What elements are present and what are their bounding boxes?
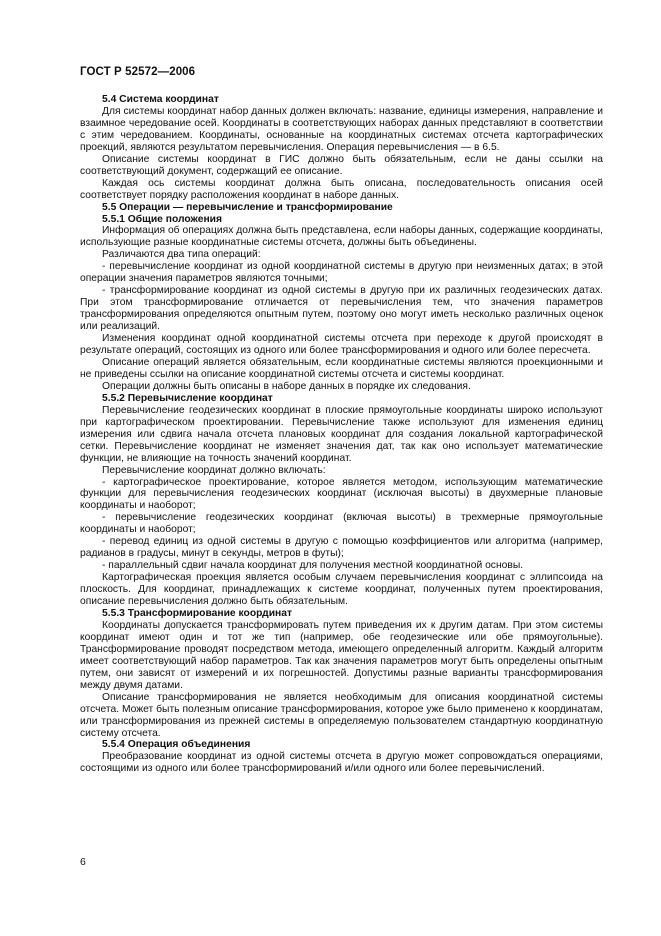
list-item: - перевычисление геодезических координат (включая высоты) в трехмерные прямоугольные координаты и наоборот; (80, 512, 603, 536)
list-item: - трансформирование координат из одной системы в другую при их различных геодезических датах. При этом трансформирование отличается от перевычисления тем, что значения параметров трансформирования определяются опытным путем, поэтому оно могут иметь несколько различных оценок или реализаций. (80, 285, 603, 333)
paragraph: Операции должны быть описаны в наборе данных в порядке их следования. (102, 380, 471, 392)
paragraph: Описание системы координат в ГИС должно быть обязательным, если не даны ссылки на соответствующий документ, содержащий ее описание. (80, 153, 603, 177)
section-5-4-heading: 5.4 Система координат (102, 94, 219, 105)
document-header: ГОСТ Р 52572—2006 (80, 66, 196, 78)
section-5-5-3-heading: 5.5.3 Трансформирование координат (102, 607, 293, 619)
list-item: - картографическое проектирование, которое является методом, использующим математические функции для перевычисления геодезических координат (исключая высоты) в двухмерные плановые координаты и наоборот; (80, 476, 603, 512)
paragraph: Для системы координат набор данных должен включать: название, единицы измерения, направление и взаимное чередование осей. Координаты в соответствующих наборах данных представляют в соответствии с этим чередованием. Координаты, основанные на координатных системах отсчета картографических проекций, являются результатом перевычисления. Операция перевычисления — в 6.5. (80, 105, 603, 153)
document-body (80, 94, 603, 775)
paragraph: Преобразование координат из одной системы отсчета в другую может сопровождаться операциями, состоящими из одного или более трансформирований и/или одного или более перевычислений. (80, 751, 603, 775)
section-5-5-2-heading: 5.5.2 Перевычисление координат (102, 392, 273, 404)
section-5-5-heading: 5.5 Операции — перевычисление и трансформирование (102, 201, 393, 213)
section-5-5-4-heading: 5.5.4 Операция объединения (102, 739, 251, 751)
paragraph: Перевычисление координат должно включать: (102, 464, 326, 476)
section-5-5-1-heading: 5.5.1 Общие положения (102, 213, 222, 225)
paragraph: Описание операций является обязательным, если координатные системы являются проекционными и не приведены ссылки на описание координатной системы отсчета и системы координат. (80, 356, 603, 380)
paragraph: Перевычисление геодезических координат в плоские прямоугольные координаты широко используют при картографическом проектировании. Перевычисление также используют для изменения единиц измерения или сдвига начала отсчета плановых координат для создания локальной картографической сетки. Перевычисление координат не изменяет значения дат, так как оно использует математические функции, не влияющие на точность значений координат. (80, 404, 603, 464)
paragraph: Каждая ось системы координат должна быть описана, последовательность описания осей соответствует порядку расположения координат в наборе данных. (80, 177, 603, 201)
paragraph: Координаты допускается трансформировать путем приведения их к другим датам. При этом системы координат имеют один и тот же тип (например, обе геодезические или обе прямоугольные). Трансформирование проводят посредством метода, имеющего определенный алгоритм. Каждый алгоритм имеет соответствующий набор параметров. Так как значения параметров могут быть определены опытным путем, они зависят от измерений и их погрешностей. Допустимы разные варианты трансформирования между двумя датами. (80, 619, 603, 691)
page-number: 6 (80, 856, 86, 868)
paragraph: Картографическая проекция является особым случаем перевычисления координат с эллипсоида на плоскость. Для координат, принадлежащих к системе координат, полученных путем проектирования, описание перевычисления должно быть обязательным. (80, 572, 603, 608)
list-item: - перевычисление координат из одной координатной системы в другую при неизменных датах; в этой операции значения параметров являются точными; (80, 261, 603, 285)
paragraph: Описание трансформирования не является необходимым для описания координатной системы отсчета. Может быть полезным описание трансформирования, которое уже было применено к координатам, или трансформирования из прежней системы в определяемую пользователем стандартную координатную систему отсчета. (80, 691, 603, 739)
list-item: - параллельный сдвиг начала координат для получения местной координатной основы. (102, 560, 524, 572)
paragraph: Различаются два типа операций: (102, 249, 261, 261)
list-item: - перевод единиц из одной системы в другую с помощью коэффициентов или алгоритма (например, радианов в градусы, минут в секунды, метров в футы); (80, 536, 603, 560)
paragraph: Информация об операциях должна быть представлена, если наборы данных, содержащие координаты, использующие разные координатные системы отсчета, должны быть объединены. (80, 225, 603, 249)
paragraph: Изменения координат одной координатной системы отсчета при переходе к другой происходят в результате операций, состоящих из одного или более трансформирования и одного или более пересчета. (80, 333, 603, 357)
